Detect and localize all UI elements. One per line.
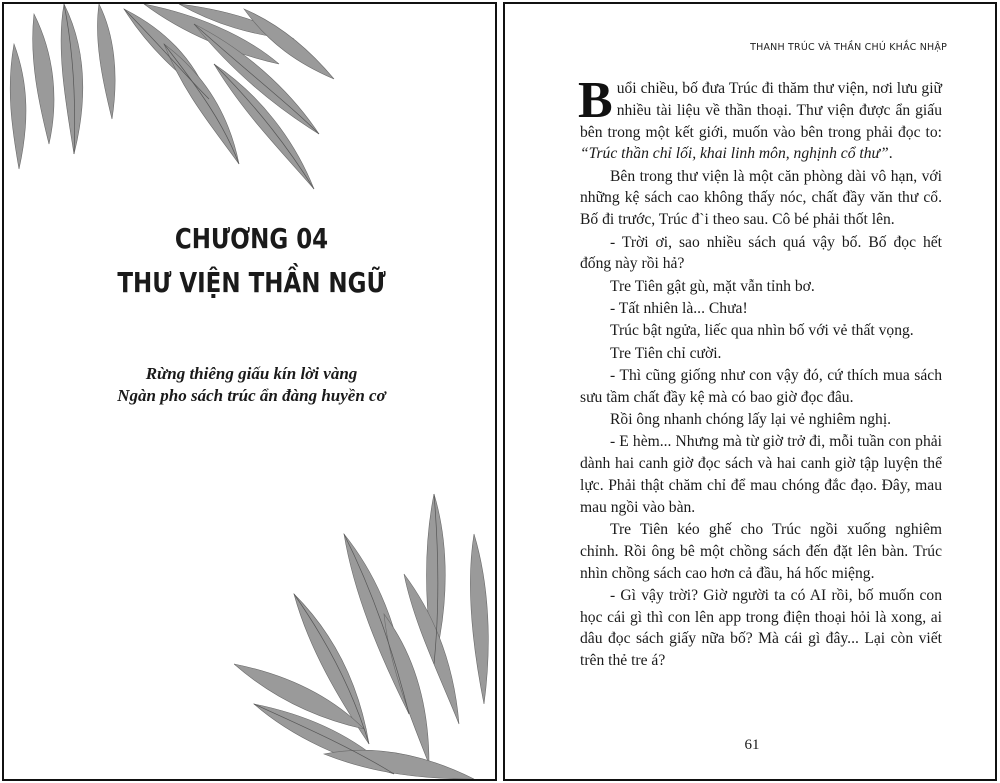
paragraph: Bên trong thư viện là một căn phòng dài vô hạn, với những kệ sách cao không thấy nóc, chất đầy văn thư cổ. Bố đi trước, Trúc đ`i theo sau. Cô bé phải thốt lên. [580,167,942,229]
left-page [2,2,497,781]
poem-line: Rừng thiêng giấu kín lời vàng [145,364,358,383]
incantation-text: “Trúc thần chỉ lối, khai linh môn, nghịnh cổ thư” [580,145,889,163]
paragraph-text: uổi chiều, bố đưa Trúc đi thăm thư viện, nơi lưu giữ nhiều tài liệu về thần thoại. Thư viện được ẩn giấu bên trong một kết giới, muốn vào bên trong phải đọc to: [580,80,942,141]
paragraph: Rồi ông nhanh chóng lấy lại vẻ nghiêm nghị. [610,410,892,428]
paragraph: Tre Tiên chỉ cười. [610,344,722,362]
paragraph: - E hèm... Nhưng mà từ giờ trở đi, mỗi tuần con phải dành hai canh giờ đọc sách và hai canh giờ tập luyện thể lực. Phải thật chăm chỉ để mau chóng đắc đạo. Đây, mau mau ngồi vào bàn. [580,433,942,516]
paragraph: Tre Tiên kéo ghế cho Trúc ngồi xuống nghiêm chỉnh. Rồi ông bê một chồng sách đến đặt lên bàn. Trúc nhìn chồng sách cao hơn cả đầu, há hốc miệng. [580,520,942,582]
right-page [503,2,997,781]
paragraph-end: . [888,145,893,163]
paragraph: - Tất nhiên là... Chưa! [610,299,748,317]
page-number: 61 [744,737,760,753]
first-paragraph [578,72,942,165]
paragraph: Trúc bật ngửa, liếc qua nhìn bố với vẻ thất vọng. [610,322,914,340]
bamboo-leaves-bottom-illustration [234,474,497,781]
chapter-title: THƯ VIỆN THẦN NGỮ [117,266,386,299]
poem-line: Ngàn pho sách trúc ẩn đàng huyền cơ [117,386,386,405]
drop-cap: B [578,72,613,129]
paragraph: - Thì cũng giống như con vậy đó, cứ thích mua sách sưu tầm chất đầy kệ mà có bao giờ đọc đâu. [580,366,942,406]
paragraph: - Trời ơi, sao nhiều sách quá vậy bố. Bố đọc hết đống này rồi hả? [580,233,942,273]
paragraph: Tre Tiên gật gù, mặt vẫn tỉnh bơ. [610,277,815,295]
running-header: THANH TRÚC VÀ THẦN CHÚ KHẮC NHẬP [750,42,947,53]
chapter-body-text [578,72,942,673]
paragraph: - Gì vậy trời? Giờ người ta có AI rồi, bố muốn con học cái gì thì con lên app trong điện thoại hỏi là xong, ai dâu đọc sách giấy nữa bố? Mà cái gì đây... Lại còn viết trên thẻ tre á? [580,586,942,670]
bamboo-leaves-top-illustration [4,4,344,204]
chapter-number: CHƯƠNG 04 [174,222,329,255]
